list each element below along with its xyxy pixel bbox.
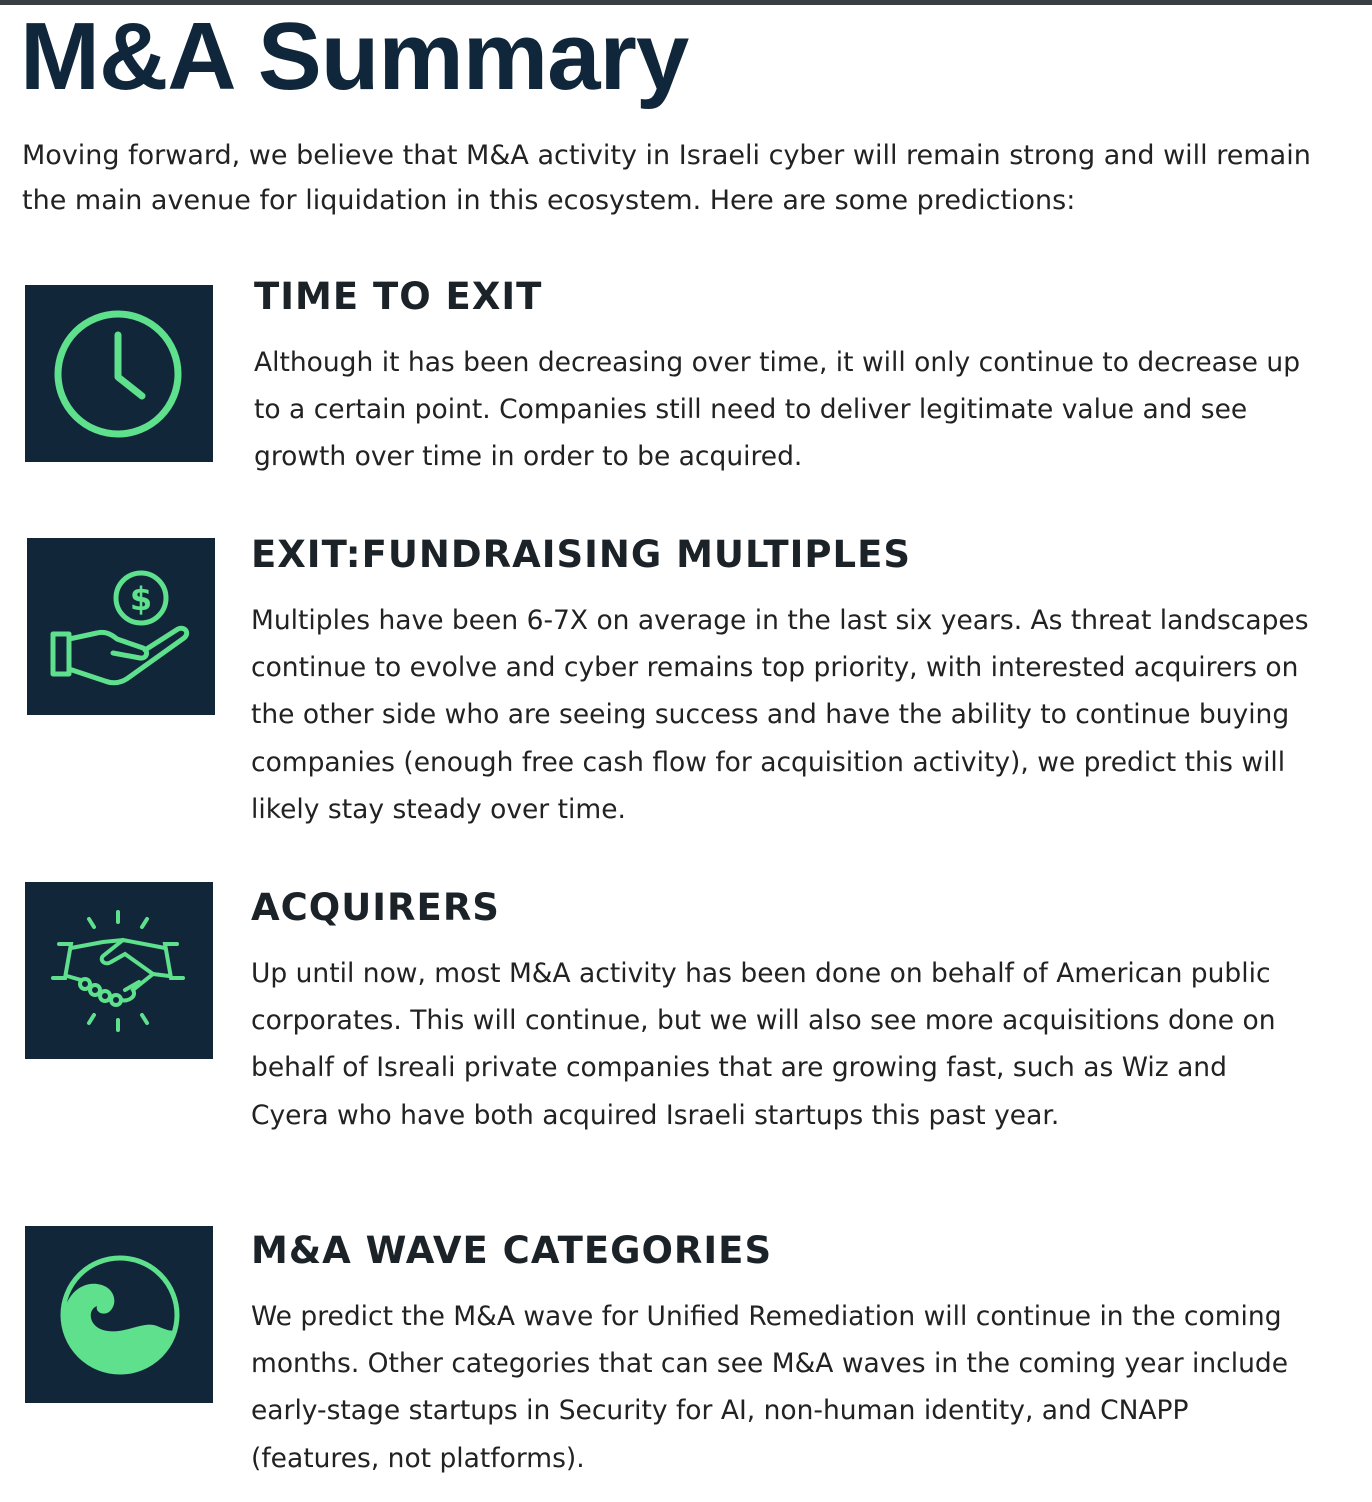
clock-icon [25,285,213,462]
section-title-time-to-exit: TIME TO EXIT [254,275,543,318]
section-title-acquirers: ACQUIRERS [251,886,500,929]
acquirers-icon-tile [25,882,213,1059]
handshake-icon [25,882,213,1059]
intro-paragraph: Moving forward, we believe that M&A activity in Israeli cyber will remain strong and will remain the main avenue for liquidation in this ecosystem. Here are some predictions: [22,140,1311,216]
page-title: M&A Summary [20,3,689,110]
section-body-multiples: Multiples have been 6-7X on average in the last six years. As threat landscapes continue to evolve and cyber remains top priority, with interested acquirers on the other side who are seeing success and have the ability to continue buying companies (enough free cash flow for acquisition activity), we predict this will likely stay steady over time. [251,605,1309,825]
wave-categories-icon-tile [25,1226,213,1403]
time-to-exit-icon-tile [25,285,213,462]
section-body-acquirers: Up until now, most M&A activity has been done on behalf of American public corporates. This will continue, but we will also see more acquisitions done on behalf of Isreali private companies that are growing fast, such as Wiz and Cyera who have both acquired Israeli startups this past year. [251,958,1276,1131]
hand-dollar-icon [27,538,215,715]
section-title-wave-categories: M&A WAVE CATEGORIES [251,1229,773,1272]
section-body-wave-categories: We predict the M&A wave for Unified Remediation will continue in the coming months. Other categories that can see M&A waves in the coming year include early-stage startups in Security for AI, non-human identity, and CNAPP (features, not platforms). [251,1301,1289,1474]
wave-icon [25,1226,213,1403]
section-body-time-to-exit: Although it has been decreasing over time, it will only continue to decrease up to a certain point. Companies still need to deliver legitimate value and see growth over time in order to be acquired. [254,347,1301,473]
section-title-multiples: EXIT:FUNDRAISING MULTIPLES [251,533,912,576]
svg-text:$: $ [129,580,153,618]
multiples-icon-tile [27,538,215,715]
